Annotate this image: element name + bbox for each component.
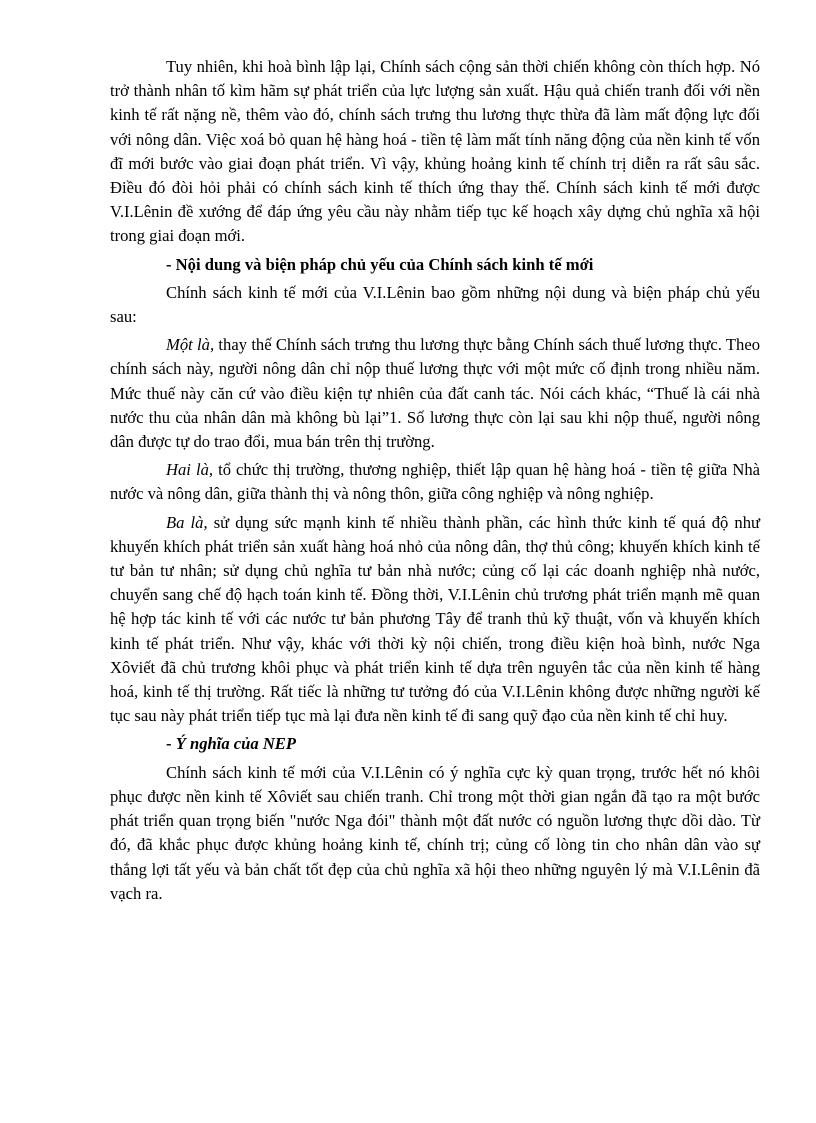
section-heading-meaning: [110, 732, 760, 756]
measure-two-lead: Hai là,: [166, 460, 214, 480]
paragraph-measure-one: [110, 333, 760, 454]
paragraph-context: Tuy nhiên, khi hoà bình lập lại, Chính sách cộng sản thời chiến không còn thích hợp. Nó trở thành nhân tố kìm hãm sự phát triển của lực lượng sản xuất. Hậu quả chiến tranh đối với nền kinh tế rất nặng nề, thêm vào đó, chính sách trưng thu lương thực thừa đã làm mất động lực đối với nông dân. Việc xoá bỏ quan hệ hàng hoá - tiền tệ làm mất tính năng động của nền kinh tế vốn đĩ mới bước vào giai đoạn phát triển. Vì vậy, khủng hoảng kinh tế chính trị diễn ra rất sâu sắc. Điều đó đòi hỏi phải có chính sách kinh tế thích ứng thay thế. Chính sách kinh tế mới được V.I.Lênin đề xướng để đáp ứng yêu cầu này nhằm tiếp tục kế hoạch xây dựng chủ nghĩa xã hội trong giai đoạn mới.: [110, 57, 760, 246]
paragraph-intro: Chính sách kinh tế mới của V.I.Lênin bao gồm những nội dung và biện pháp chủ yếu sau:: [110, 282, 760, 327]
measure-two-text: tổ chức thị trường, thương nghiệp, thiết lập quan hệ hàng hoá - tiền tệ giữa Nhà nước và nông dân, giữa thành thị và nông thôn, giữa công nghiệp và nông nghiệp.: [110, 460, 760, 504]
measure-three-lead: Ba là,: [166, 512, 208, 532]
section-heading-content: - Nội dung và biện pháp chủ yếu của Chính sách kinh tế mới: [166, 254, 594, 274]
paragraph-measure-two: [110, 458, 760, 506]
heading-prefix: -: [166, 734, 176, 754]
measure-one-text: thay thế Chính sách trưng thu lương thực bằng Chính sách thuế lương thực. Theo chính sách này, người nông dân chỉ nộp thuế lương thực với một mức cố định trong nhiều năm. Mức thuế này căn cứ vào điều kiện tự nhiên của đất canh tác. Nói cách khác, “Thuế là cái nhà nước thu của nhân dân mà không bù lại”1. Số lương thực còn lại sau khi nộp thuế, người nông dân được tự do trao đổi, mua bán trên thị trường.: [110, 335, 760, 452]
paragraph-meaning: Chính sách kinh tế mới của V.I.Lênin có ý nghĩa cực kỳ quan trọng, trước hết nó khôi phục được nền kinh tế Xôviết sau chiến tranh. Chỉ trong một thời gian ngắn đã tạo ra một bước phát triển quan trọng biến "nước Nga đói" thành một đất nước có nguồn lương thực dồi dào. Từ đó, đã khắc phục được khủng hoảng kinh tế, chính trị; củng cố lòng tin cho nhân dân vào sự thắng lợi tất yếu và bản chất tốt đẹp của chủ nghĩa xã hội theo những nguyên lý mà V.I.Lênin đã vạch ra.: [110, 762, 760, 903]
paragraph-measure-three: [110, 511, 760, 729]
measure-three-text: sử dụng sức mạnh kinh tế nhiều thành phần, các hình thức kinh tế quá độ như khuyến khích phát triển sản xuất hàng hoá nhỏ của nông dân, thợ thủ công; khuyến khích kinh tế tư bản tư nhân; sử dụng chủ nghĩa tư bản nhà nước; củng cố lại các doanh nghiệp nhà nước, chuyển sang chế độ hạch toán kinh tế. Đồng thời, V.I.Lênin chủ trương phát triển mạnh mẽ quan hệ hợp tác kinh tế với các nước tư bản phương Tây để tranh thủ kỹ thuật, vốn và khuyến khích kinh tế phát triển. Như vậy, khác với thời kỳ nội chiến, trong điều kiện hoà bình, nước Nga Xôviết đã chủ trương khôi phục và phát triển kinh tế dựa trên nguyên tắc của nền kinh tế hàng hoá, kinh tế thị trường. Rất tiếc là những tư tưởng đó của V.I.Lênin không được những người kế tục sau này phát triển tiếp tục mà lại đưa nền kinh tế đi sang quỹ đạo của nền kinh tế chỉ huy.: [110, 512, 760, 726]
measure-one-lead: Một là,: [166, 335, 215, 355]
document-page: [110, 55, 760, 910]
heading-text: Ý nghĩa của NEP: [175, 734, 297, 754]
